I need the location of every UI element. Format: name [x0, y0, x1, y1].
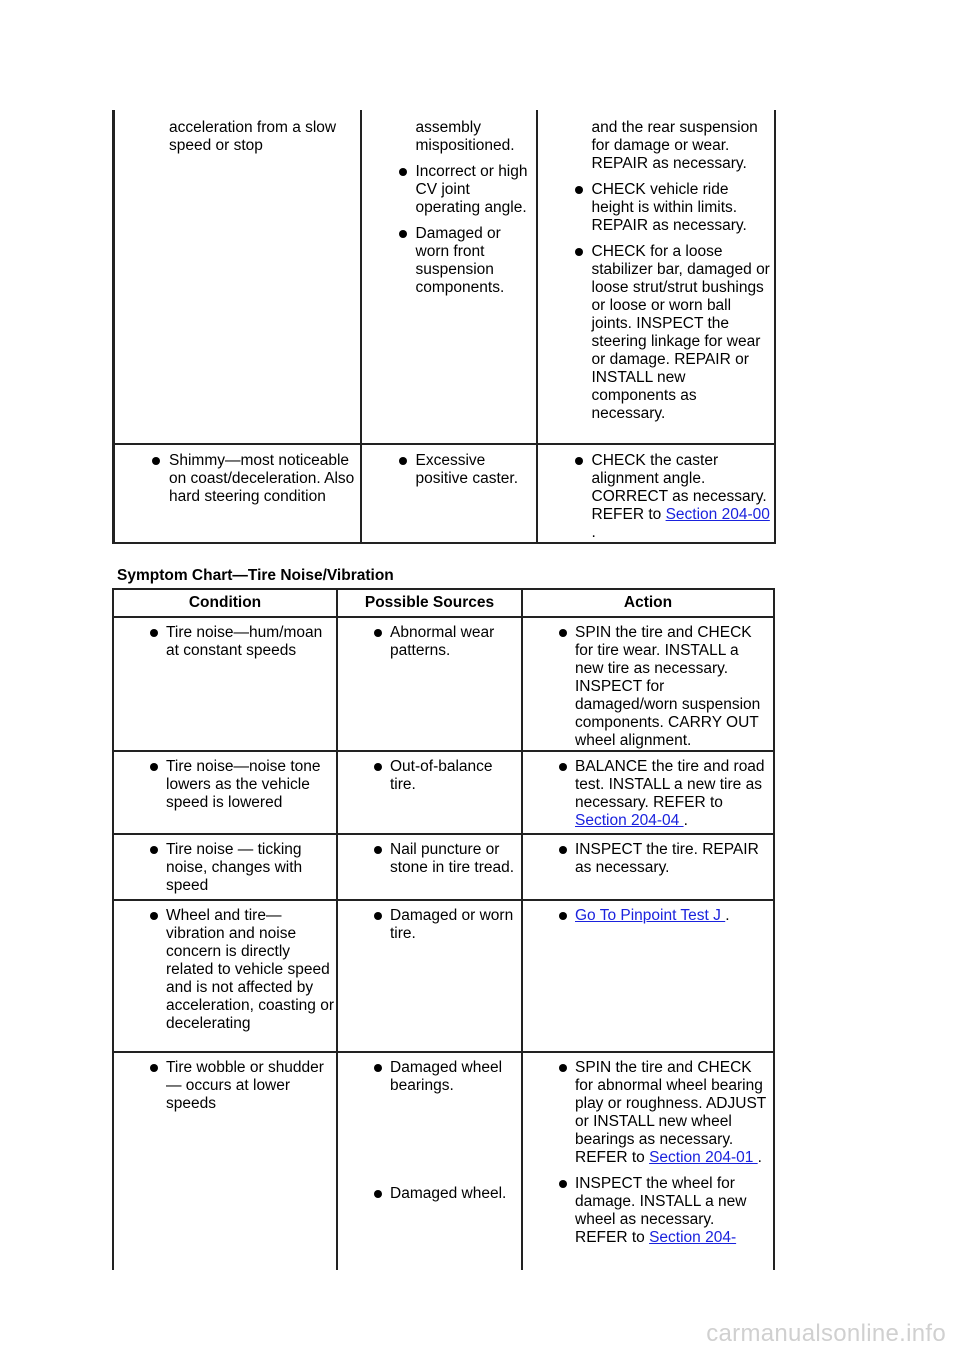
table-row: [114, 444, 775, 543]
sources-cell: [361, 444, 537, 543]
list-item: Wheel and tire—vibration and noise concern is directly related to vehicle speed and is not affected by acceleration, coasting or decelerating: [114, 907, 336, 1033]
symptom-chart-title: Symptom Chart—Tire Noise/Vibration: [117, 567, 394, 584]
symptom-chart-table: [112, 588, 775, 1270]
section-204-00-link[interactable]: Section 204-00: [665, 506, 770, 523]
table-row: [113, 900, 774, 1052]
list-item: SPIN the tire and CHECK for tire wear. INSTALL a new tire as necessary. INSPECT for damaged/worn suspension components. CARRY OUT wheel alignment.: [523, 624, 773, 750]
actions-cell: [522, 900, 774, 1052]
list-item: Tire wobble or shudder — occurs at lower speeds: [114, 1059, 336, 1113]
list-item: Damaged wheel.: [338, 1185, 521, 1203]
list-item: Abnormal wear patterns.: [338, 624, 521, 660]
sources-cell: [337, 834, 522, 900]
list-item: Damaged wheel bearings.: [338, 1059, 521, 1095]
table-row: [114, 110, 775, 444]
column-header-condition: Condition: [113, 589, 337, 617]
actions-cell: [537, 444, 775, 543]
condition-cell: [113, 834, 337, 900]
sources-cell: [337, 900, 522, 1052]
continuation-table: [112, 110, 776, 544]
condition-cell: [113, 617, 337, 751]
condition-text: acceleration from a slow speed or stop: [169, 119, 337, 154]
list-item: Tire noise—hum/moan at constant speeds: [114, 624, 336, 660]
list-item: Nail puncture or stone in tire tread.: [338, 841, 521, 877]
list-item: CHECK for a loose stabilizer bar, damaged or loose strut/strut bushings or loose or worn ball joints. INSPECT the steering linkage for wear or damage. REPAIR or INSTALL new components as necessary.: [538, 243, 774, 423]
actions-cell: [522, 617, 774, 751]
actions-cell: [522, 834, 774, 900]
list-item: INSPECT the tire. REPAIR as necessary.: [523, 841, 773, 877]
condition-cell: [113, 751, 337, 834]
table-row: [113, 751, 774, 834]
table-header-row: [113, 589, 774, 617]
condition-cell: [114, 444, 361, 543]
condition-cell: [113, 1052, 337, 1270]
list-item: Incorrect or high CV joint operating angle.: [362, 163, 536, 217]
column-header-action: Action: [522, 589, 774, 617]
list-item: CHECK vehicle ride height is within limits. REPAIR as necessary.: [538, 181, 774, 235]
list-item: Shimmy—most noticeable on coast/deceleration. Also hard steering condition: [115, 452, 360, 506]
watermark: carmanualsonline.info: [706, 1320, 946, 1347]
list-item: BALANCE the tire and road test. INSTALL a new tire as necessary. REFER to Section 204-04 .: [523, 758, 773, 830]
list-item: INSPECT the wheel for damage. INSTALL a new wheel as necessary. REFER to Section 204-: [523, 1175, 773, 1247]
section-204-04-link[interactable]: Section 204-04: [575, 812, 684, 829]
list-item: SPIN the tire and CHECK for abnormal wheel bearing play or roughness. ADJUST or INSTALL new wheel bearings as necessary. REFER to Section 204-01 .: [523, 1059, 773, 1167]
list-item: Excessive positive caster.: [362, 452, 536, 488]
actions-cell: [537, 110, 775, 444]
sources-cell: [337, 617, 522, 751]
table-row: [113, 1052, 774, 1270]
list-item: Damaged or worn front suspension components.: [362, 225, 536, 297]
table-row: [113, 617, 774, 751]
column-header-possible-sources: Possible Sources: [337, 589, 522, 617]
actions-cell: [522, 751, 774, 834]
sources-cell: [361, 110, 537, 444]
list-item: Out-of-balance tire.: [338, 758, 521, 794]
sources-cell: [337, 1052, 522, 1270]
condition-cell: [114, 110, 361, 444]
pinpoint-test-j-link[interactable]: Go To Pinpoint Test J: [575, 907, 726, 924]
section-204-01-link[interactable]: Section 204-01: [649, 1149, 758, 1166]
list-item: Damaged or worn tire.: [338, 907, 521, 943]
list-item: Tire noise—noise tone lowers as the vehicle speed is lowered: [114, 758, 336, 812]
list-item: Go To Pinpoint Test J .: [523, 907, 773, 925]
list-item: Tire noise — ticking noise, changes with speed: [114, 841, 336, 895]
condition-cell: [113, 900, 337, 1052]
list-item: CHECK the caster alignment angle. CORRECT as necessary. REFER to Section 204-00 .: [538, 452, 774, 542]
sources-cell: [337, 751, 522, 834]
source-text: assembly mispositioned.: [415, 119, 515, 154]
section-204-link[interactable]: Section 204-: [649, 1229, 737, 1246]
action-text: and the rear suspension for damage or wear. REPAIR as necessary.: [591, 119, 758, 172]
actions-cell: [522, 1052, 774, 1270]
table-row: [113, 834, 774, 900]
